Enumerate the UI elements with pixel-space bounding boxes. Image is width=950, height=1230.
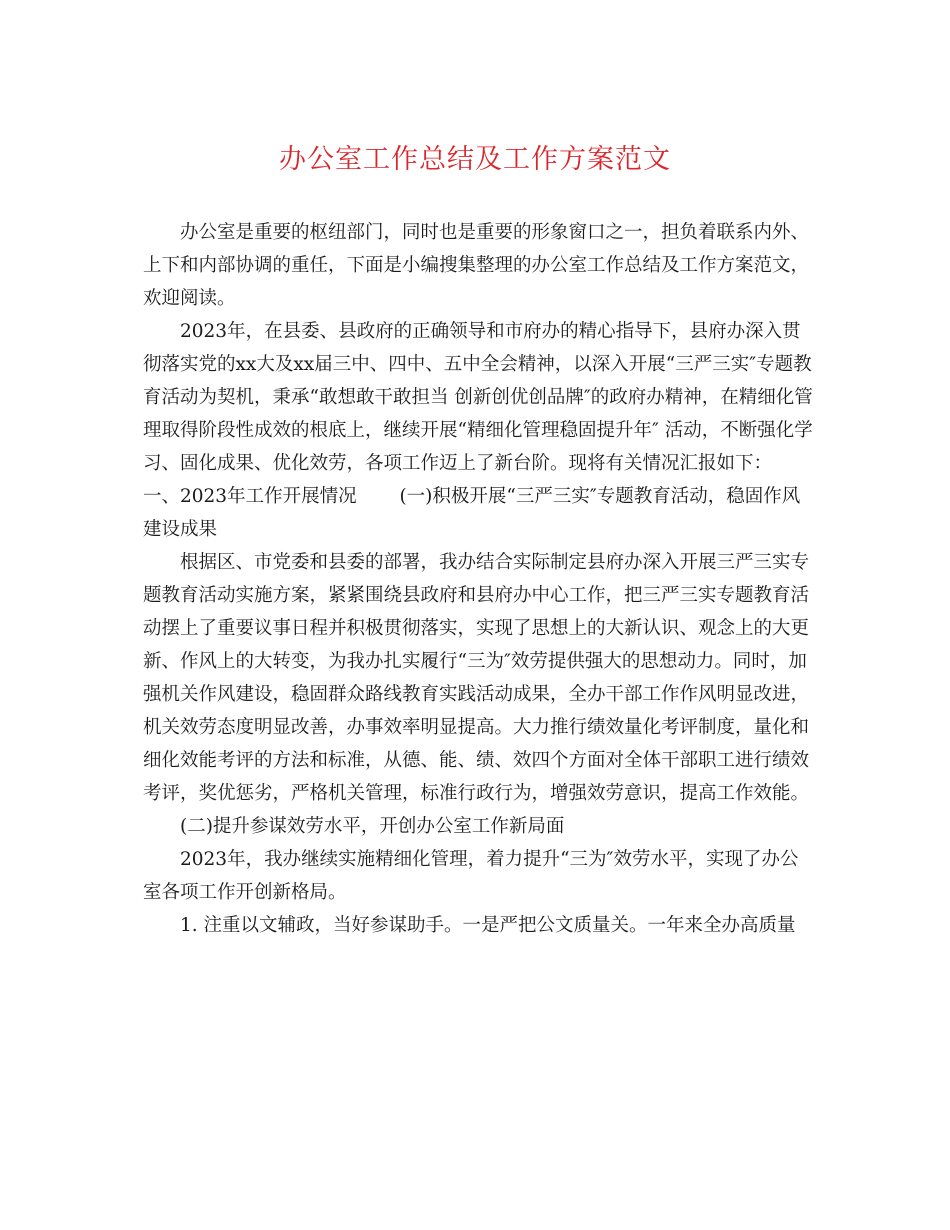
document-body [143, 216, 815, 942]
paragraph-overview: 2023年，在县委、县政府的正确领导和市府办的精心指导下，县府办深入贯彻落实党的xx大及xx届三中、四中、五中全会精神，以深入开展“三严三实″专题教育活动为契机，秉承“敢想敢干敢担当 创新创优创品牌″的政府办精神，在精细化管理取得阶段性成效的根底上，继续开展“精细化管理稳固提升年″ 活动，不断强化学习、固化成果、优化效劳，各项工作迈上了新台阶。现将有关情况汇报如下： [143, 321, 813, 474]
paragraph-section-1-body: 根据区、市党委和县委的部署，我办结合实际制定县府办深入开展三严三实专题教育活动实施方案，紧紧围绕县政府和县府办中心工作，把三严三实专题教育活动摆上了重要议事日程并积极贯彻落实，实现了思想上的大新认识、观念上的大更新、作风上的大转变，为我办扎实履行“三为″效劳提供强大的思想动力。同时，加强机关作风建设，稳固群众路线教育实践活动成果，全办干部工作作风明显改进，机关效劳态度明显改善，办事效率明显提高。大力推行绩效量化考评制度，量化和细化效能考评的方法和标准，从德、能、绩、效四个方面对全体干部职工进行绩效考评，奖优惩劣，严格机关管理，标准行政行为，增强效劳意识，提高工作效能。 [143, 552, 810, 804]
paragraph-intro: 办公室是重要的枢纽部门，同时也是重要的形象窗口之一，担负着联系内外、上下和内部协调的重任，下面是小编搜集整理的办公室工作总结及工作方案范文，欢迎阅读。 [143, 222, 810, 309]
section-heading-1: 一、2023年工作开展情况 (一)积极开展“三严三实″专题教育活动，稳固作风建设成果 [143, 486, 801, 540]
document-title: 办公室工作总结及工作方案范文 [279, 144, 671, 175]
paragraph-subsection-2-body: 2023年，我办继续实施精细化管理，着力提升“三为″效劳水平，实现了办公室各项工作开创新格局。 [143, 849, 799, 903]
subsection-heading-2: (二)提升参谋效劳水平，开创办公室工作新局面 [180, 816, 565, 837]
paragraph-item-1: 1. 注重以文辅政，当好参谋助手。一是严把公文质量关。一年来全办高质量 [180, 915, 796, 936]
